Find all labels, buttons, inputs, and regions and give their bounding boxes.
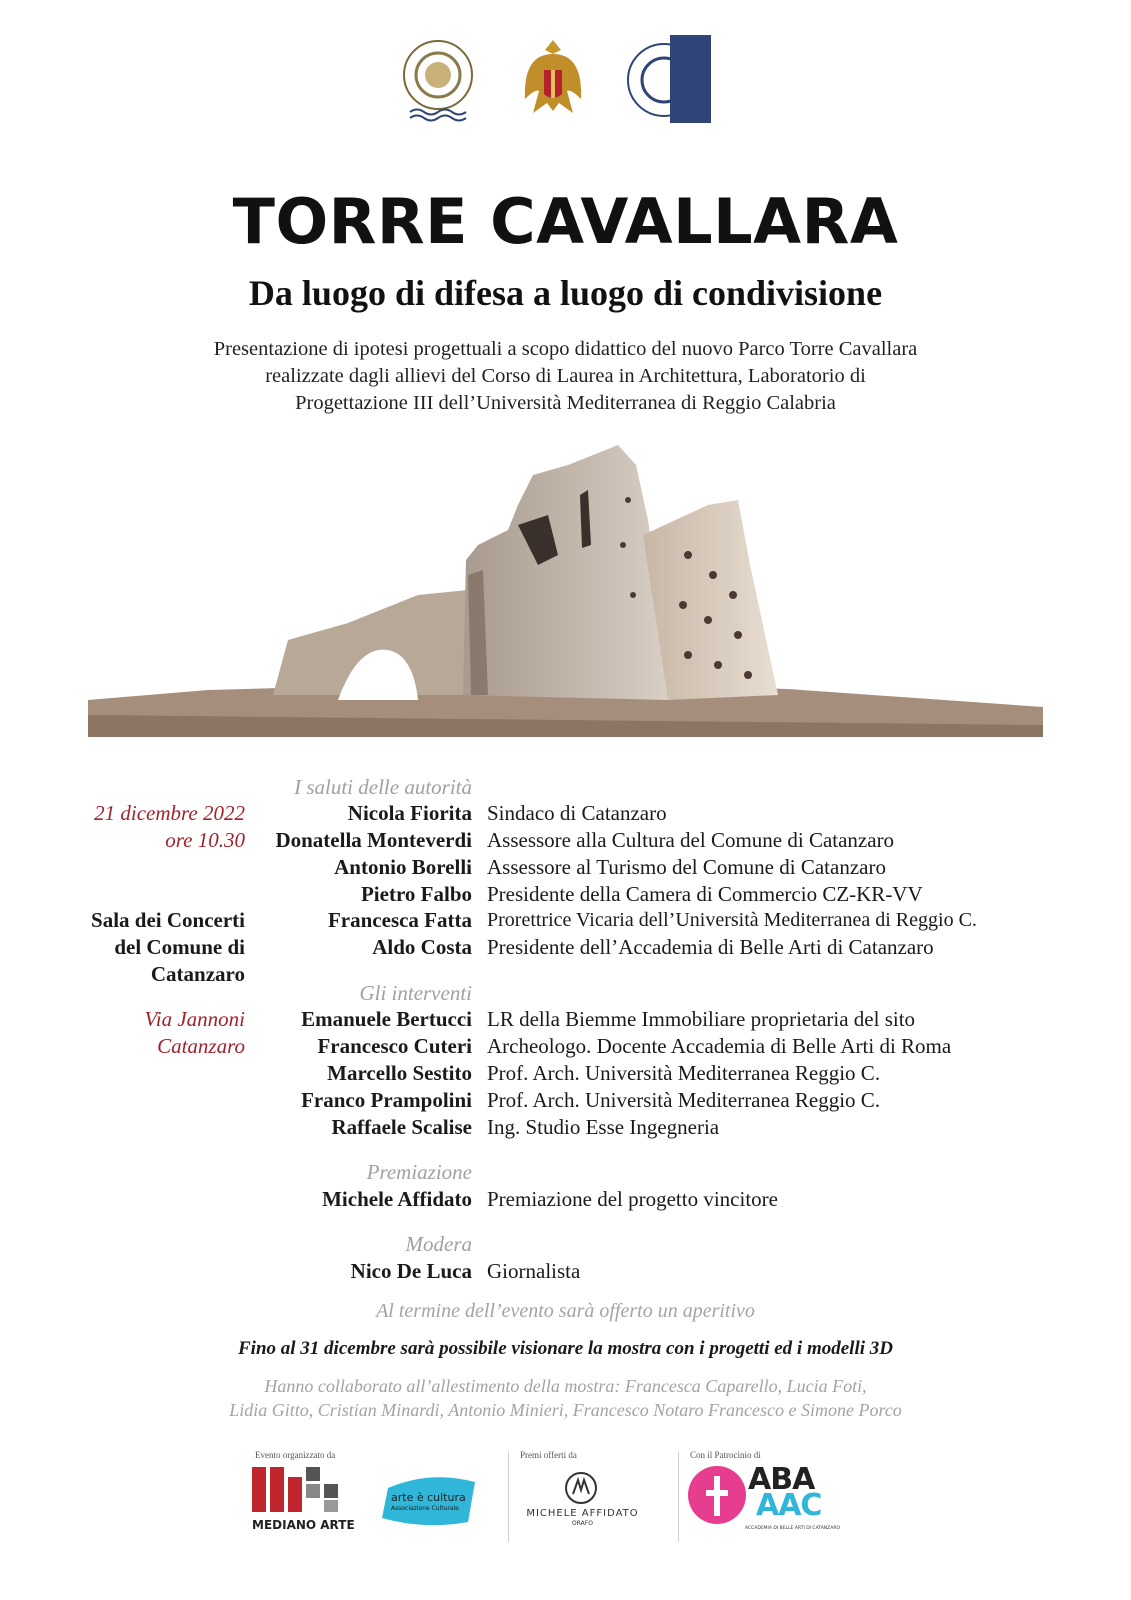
speaker-role: Ing. Studio Esse Ingegneria (487, 1115, 720, 1139)
description-line: Presentazione di ipotesi progettuali a scopo didattico del nuovo Parco Torre Cavallara (213, 338, 918, 360)
speaker-name: Antonio Borelli (334, 855, 472, 879)
speaker-name: Nicola Fiorita (347, 801, 472, 825)
speaker-role: Prof. Arch. Università Mediterranea Reggio C. (487, 1061, 881, 1085)
description (0, 336, 1131, 417)
university-seal-icon (404, 41, 472, 121)
venue-line: Catanzaro (150, 962, 245, 986)
affidato-text: MICHELE AFFIDATO (526, 1508, 639, 1519)
speaker-name: Aldo Costa (372, 935, 472, 959)
address-line: Catanzaro (157, 1034, 245, 1058)
description-line: Progettazione III dell’Università Mediterranea di Reggio Calabria (295, 392, 836, 414)
speaker-role: Assessore alla Cultura del Comune di Catanzaro (487, 828, 895, 852)
speaker-role: Prorettrice Vicaria dell’Università Mediterranea di Reggio C. (487, 909, 977, 931)
affidato-monogram-icon (563, 1470, 599, 1506)
speaker-name: Michele Affidato (322, 1187, 472, 1211)
section-heading-modera: Modera (405, 1232, 472, 1256)
speaker-role: Sindaco di Catanzaro (487, 801, 667, 825)
collaborators-line: Hanno collaborato all’allestimento della mostra: Francesca Caparello, Lucia Foti, (264, 1376, 867, 1396)
venue-line: Sala dei Concerti (91, 908, 245, 932)
speaker-role: Archeologo. Docente Accademia di Belle Arti di Roma (487, 1034, 952, 1058)
speaker-role: Giornalista (487, 1259, 581, 1283)
speaker-name: Pietro Falbo (360, 882, 472, 906)
speaker-name: Marcello Sestito (327, 1061, 472, 1085)
speaker-name: Donatella Monteverdi (275, 828, 472, 852)
patronage-label: Con il Patrocinio di (690, 1450, 761, 1460)
footer-divider (508, 1452, 509, 1542)
speaker-name: Nico De Luca (350, 1259, 472, 1283)
mediano-arte-logo (252, 1462, 352, 1522)
affidato-sub: ORAFO (572, 1520, 593, 1527)
address-line: Via Jannoni (144, 1007, 245, 1031)
aba-letters: ABA (748, 1462, 815, 1497)
speaker-name: Raffaele Scalise (331, 1115, 472, 1139)
speaker-role: Assessore al Turismo del Comune di Catanzaro (487, 855, 886, 879)
aperitivo-note: Al termine dell’evento sarà offerto un aperitivo (376, 1300, 755, 1322)
tower-ruin-illustration (88, 445, 1043, 755)
section-heading-premiazione: Premiazione (366, 1160, 472, 1184)
page-subtitle: Da luogo di difesa a luogo di condivisione (248, 273, 883, 313)
footer-divider (678, 1452, 679, 1542)
description-line: realizzate dagli allievi del Corso di Laurea in Architettura, Laboratorio di (265, 365, 866, 387)
speaker-name: Emanuele Bertucci (301, 1007, 472, 1031)
organized-label: Evento organizzato da (255, 1450, 336, 1460)
exhibition-note: Fino al 31 dicembre sarà possibile visionare la mostra con i progetti ed i modelli 3D (238, 1338, 893, 1359)
department-seal-icon (628, 35, 711, 123)
speaker-role: LR della Biemme Immobiliare proprietaria del sito (487, 1007, 916, 1031)
aba-sub: ACCADEMIA DI BELLE ARTI DI CATANZARO (745, 1526, 840, 1531)
mediano-arte-text: MEDIANO ARTE (252, 1518, 355, 1532)
speaker-role: Presidente della Camera di Commercio CZ-KR-VV (487, 882, 923, 906)
cross-emblem-icon (686, 1464, 748, 1526)
speaker-name: Francesco Cuteri (317, 1034, 472, 1058)
event-time: ore 10.30 (165, 828, 245, 852)
section-heading-interventi: Gli interventi (359, 981, 472, 1005)
speaker-name: Franco Prampolini (301, 1088, 472, 1112)
aac-letters: AAC (756, 1488, 822, 1523)
prizes-label: Premi offerti da (520, 1450, 577, 1460)
venue-line: del Comune di (114, 935, 245, 959)
speaker-role: Premiazione del progetto vincitore (487, 1187, 778, 1211)
speaker-name: Francesca Fatta (327, 908, 472, 932)
collaborators-line: Lidia Gitto, Cristian Minardi, Antonio Minieri, Francesco Notaro Francesco e Simone Porco (229, 1400, 902, 1420)
header-logos (0, 30, 1131, 130)
page-title: TORRE CAVALLARA (232, 185, 899, 258)
arte-cultura-sub: Associazione Culturale (391, 1505, 459, 1512)
event-date: 21 dicembre 2022 (94, 801, 245, 825)
speaker-role: Prof. Arch. Università Mediterranea Reggio C. (487, 1088, 881, 1112)
section-heading-saluti: I saluti delle autorità (294, 775, 472, 799)
eagle-crest-icon (525, 40, 581, 113)
arte-cultura-text: arte è cultura (391, 1491, 466, 1504)
speaker-role: Presidente dell’Accademia di Belle Arti di Catanzaro (487, 935, 934, 959)
